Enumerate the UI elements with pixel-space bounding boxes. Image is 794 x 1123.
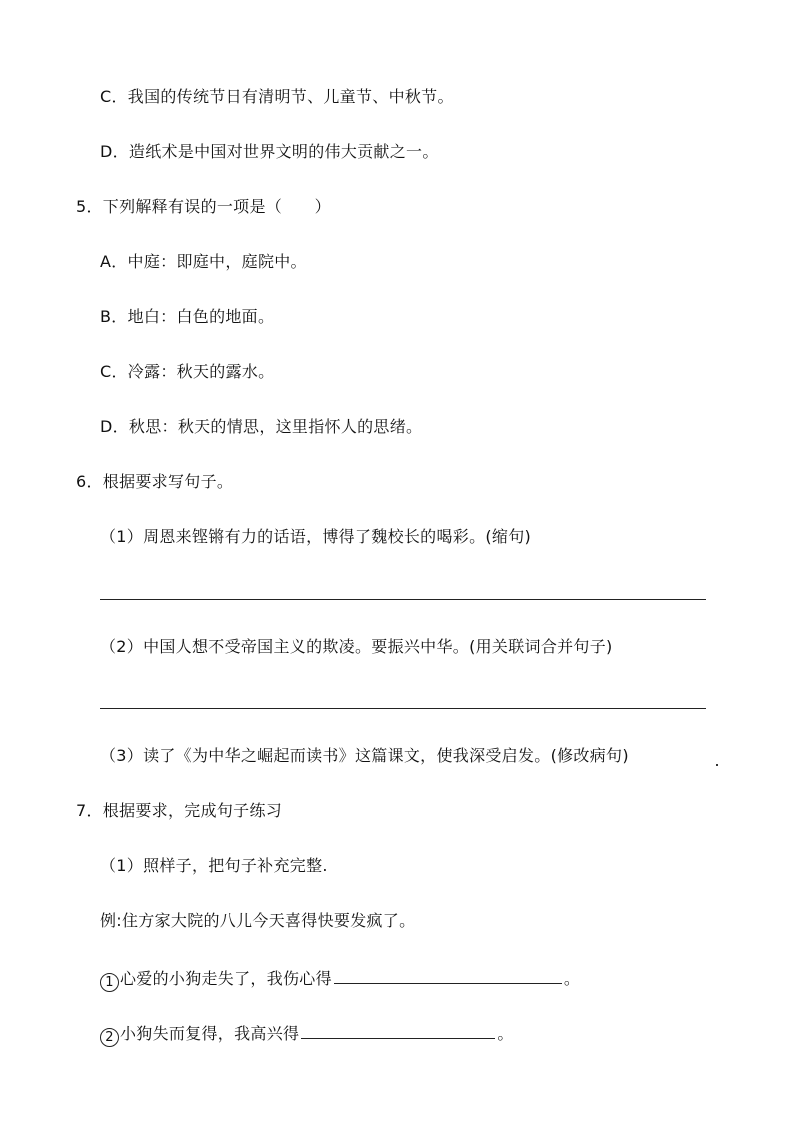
q7-item-2-text: 小狗失而复得，我高兴得 (120, 1024, 300, 1043)
answer-line-2[interactable] (100, 708, 706, 709)
q5-stem: 5．下列解释有误的一项是（ ） (76, 197, 331, 216)
q7-stem: 7．根据要求，完成句子练习 (76, 801, 283, 820)
fill-blank-1[interactable] (334, 966, 562, 984)
answer-line-1[interactable] (100, 599, 706, 600)
q6-sub3: （3）读了《为中华之崛起而读书》这篇课文，使我深受启发。(修改病句) (100, 746, 629, 765)
q5-option-c: C．冷露：秋天的露水。 (100, 362, 275, 381)
q5-option-b: B．地白：白色的地面。 (100, 307, 275, 326)
q4-option-d: D．造纸术是中国对世界文明的伟大贡献之一。 (100, 142, 439, 161)
q6-stem: 6．根据要求写句子。 (76, 472, 234, 491)
circled-number-2: 2 (100, 1028, 119, 1047)
q7-item-2-end: 。 (497, 1024, 514, 1043)
q7-sub1: （1）照样子，把句子补充完整. (100, 856, 328, 875)
q7-item-1-text: 心爱的小狗走失了，我伤心得 (120, 969, 332, 988)
q5-option-a: A．中庭：即庭中，庭院中。 (100, 252, 307, 271)
q6-sub2: （2）中国人想不受帝国主义的欺凌。要振兴中华。(用关联词合并句子) (100, 637, 613, 656)
q7-item-2 (100, 1021, 514, 1047)
q7-example: 例:住方家大院的八儿今天喜得快要发疯了。 (100, 911, 416, 930)
q5-option-d: D．秋思：秋天的情思，这里指怀人的思绪。 (100, 417, 423, 436)
q7-item-1-end: 。 (563, 969, 581, 988)
circled-number-1: 1 (100, 973, 119, 992)
stray-dot (716, 764, 718, 766)
fill-blank-2[interactable] (301, 1021, 495, 1039)
q6-sub1: （1）周恩来铿锵有力的话语，博得了魏校长的喝彩。(缩句) (100, 527, 532, 546)
q4-option-c: C．我国的传统节日有清明节、儿童节、中秋节。 (100, 87, 454, 106)
q7-item-1 (100, 966, 580, 992)
